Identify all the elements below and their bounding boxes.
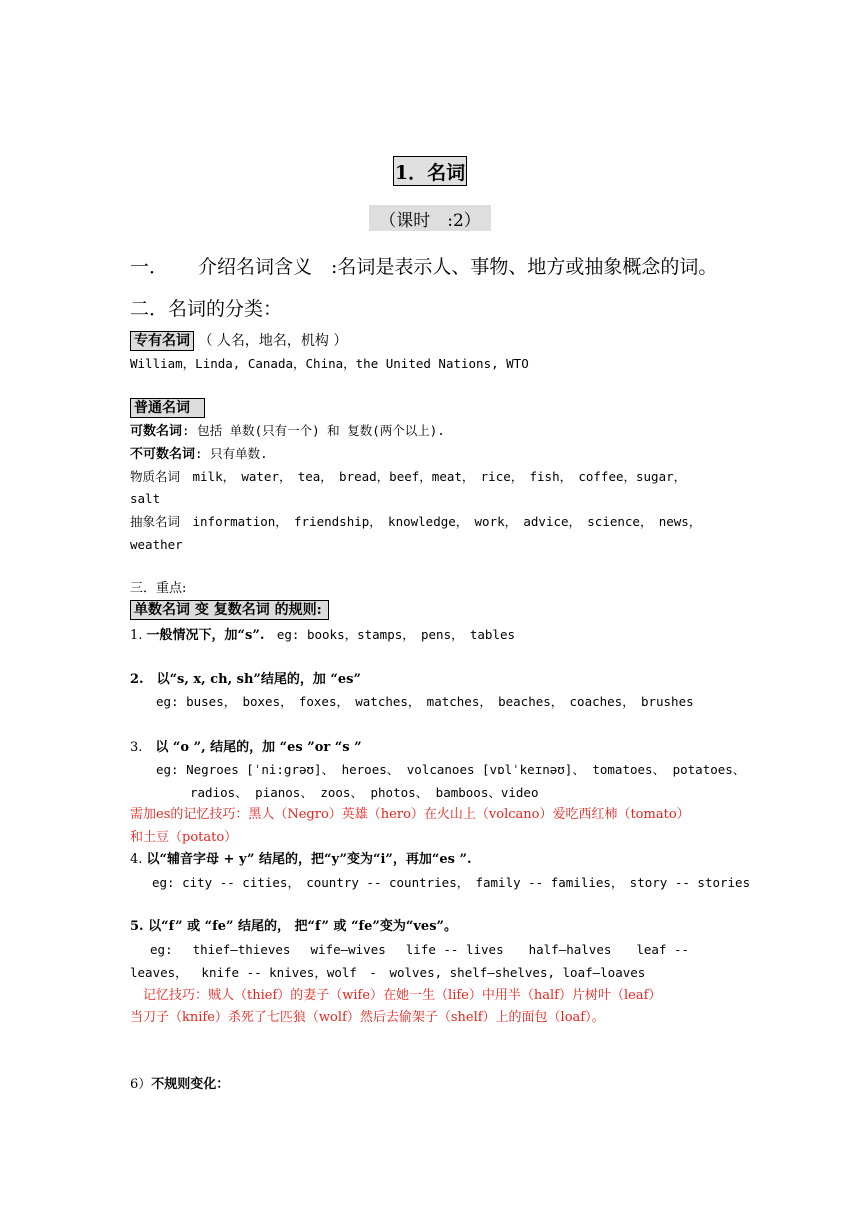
proper-noun-examples: William，Linda, Canada，China，the United Nations, WTO — [130, 356, 529, 371]
countable-label: 可数名词 — [130, 424, 183, 439]
section1-number: 一． — [130, 256, 169, 278]
common-noun-label: 普通名词 — [130, 398, 205, 418]
countable-desc: : 包括 单数(只有一个) 和 复数(两个以上). — [182, 423, 445, 438]
rule1-row — [130, 627, 515, 644]
rule3-example-line2: radios、 pianos、 zoos、 photos、 bamboos、video — [190, 785, 539, 800]
lesson-hours: （课时 :2） — [369, 205, 491, 231]
proper-noun-row — [130, 333, 347, 349]
rule1-example: eg: books，stamps， pens， tables — [264, 627, 516, 642]
uncountable-label: 不可数名词 — [130, 447, 196, 462]
rule3-number: 3. — [130, 740, 156, 755]
rule4-text: 以“辅音字母 + y” 结尾的，把“y”变为“i”，再加“es ”. — [146, 852, 472, 867]
rule4-example: eg: city -- cities， country -- countries， family -- families， story -- stories — [152, 875, 751, 890]
material-nouns-line2: salt — [130, 491, 161, 506]
rule1-number: 1. — [130, 628, 147, 643]
rule6-number: 6） — [130, 1077, 152, 1092]
common-noun-row — [130, 400, 205, 416]
rule2-example: eg: buses， boxes， foxes， watches， matches， beaches， coaches， brushes — [156, 694, 694, 709]
uncountable-row — [130, 446, 268, 463]
rule1-text: 一般情况下，加“s”. — [146, 628, 265, 643]
rule5-text: 5. 以“f” 或 “fe” 结尾的， 把“f” 或 “fe”变为“ves”。 — [130, 919, 457, 934]
abstract-nouns-line2: weather — [130, 537, 183, 552]
rule3-example-line1: eg: Negroes [ˈni:grəʊ]、 heroes、 volcanoes [vɒlˈkeɪnəʊ]、 tomatoes、 potatoes、 — [156, 762, 746, 777]
section1-text: 介绍名词含义 :名词是表示人、事物、地方或抽象概念的词。 — [198, 256, 718, 278]
rule3-memory-tip-line1: 需加es的记忆技巧：黑人（Negro）英雄（hero）在火山上（volcano）爱吃西红柿（tomato） — [130, 807, 690, 822]
material-nouns-line1: 物质名词 milk， water， tea， bread，beef，meat， rice， fish， coffee，sugar， — [130, 469, 687, 484]
rule2-text: 2. 以“s, x, ch, sh”结尾的，加 “es” — [130, 672, 361, 687]
rule5-memory-tip-line2: 当刀子（knife）杀死了七匹狼（wolf）然后去偷架子（shelf）上的面包（loaf）。 — [130, 1010, 605, 1025]
section3-heading: 三．重点: — [130, 581, 187, 596]
abstract-nouns-line1: 抽象名词 information， friendship， knowledge， work， advice， science， news， — [130, 514, 702, 529]
page-title: 1．名词 — [393, 156, 467, 186]
rule3-text: 以 “o ”, 结尾的，加 “es ”or “s ” — [155, 740, 362, 755]
proper-noun-label: 专有名词 — [130, 331, 194, 351]
section1-heading — [130, 252, 717, 279]
section2-heading: 二．名词的分类： — [130, 298, 283, 320]
rule3-row — [130, 740, 362, 756]
rule5-memory-tip-line1: 记忆技巧：贼人（thief）的妻子（wife）在她一生（life）中用半（half）片树叶（leaf） — [130, 988, 662, 1003]
rule5-example-line1: eg: thief—thieves wife—wives life -- lives half—halves leaf -- — [130, 942, 690, 957]
rules-label-row — [130, 602, 329, 618]
rule6-row — [130, 1077, 229, 1093]
proper-noun-desc: （ 人名，地名，机构 ） — [198, 333, 348, 349]
rule3-memory-tip-line2: 和土豆（potato） — [130, 830, 238, 845]
rule5-example-line2: leaves， knife -- knives，wolf - wolves, shelf—shelves, loaf—loaves — [130, 965, 646, 980]
rules-label: 单数名词 变 复数名词 的规则: — [130, 600, 329, 620]
countable-row — [130, 423, 445, 440]
rule6-text: 不规则变化： — [151, 1077, 230, 1092]
rule4-number: 4. — [130, 852, 147, 867]
uncountable-desc: : 只有单数. — [195, 446, 268, 461]
rule4-row — [130, 852, 471, 868]
